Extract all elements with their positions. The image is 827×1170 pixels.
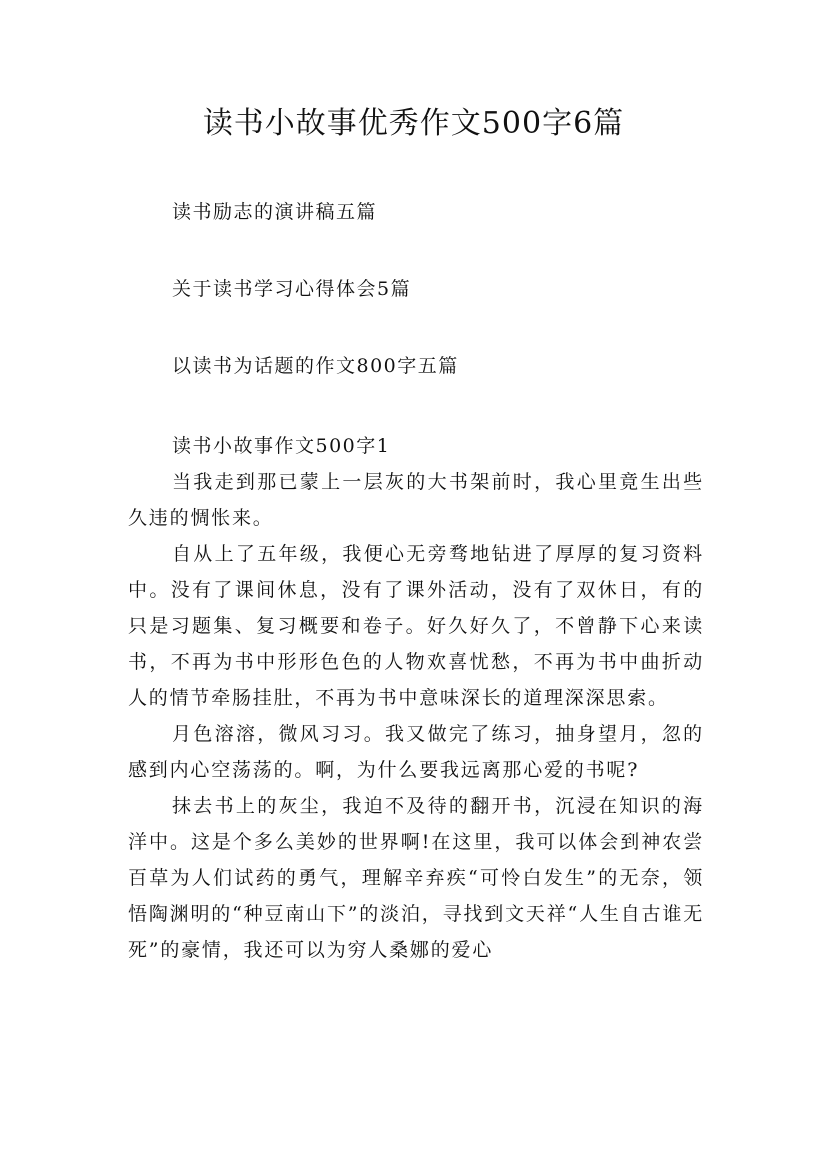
article-heading: 读书小故事作文500字1 [172,435,391,457]
paragraph: 自从上了五年级，我便心无旁骛地钻进了厚厚的复习资料中。没有了课间休息，没有了课外活动，没有了双休日，有的只是习题集、复习概要和卷子。好久好久了，不曾静下心来读书，不再为书中形形色色的人物欢喜忧愁，不再为书中曲折动人的情节牵肠挂肚，不再为书中意味深长的道理深深思索。 [128,543,704,709]
paragraph: 抹去书上的灰尘，我迫不及待的翻开书，沉浸在知识的海洋中。这是个多么美妙的世界啊!在这里，我可以体会到神农尝百草为人们试药的勇气，理解辛弃疾“可怜白发生”的无奈，领悟陶渊明的“种豆南山下”的淡泊，寻找到文天祥“人生自古谁无死”的豪情，我还可以为穷人桑娜的爱心 [128,795,704,961]
related-article-link[interactable]: 读书励志的演讲稿五篇 [172,201,378,223]
related-article-link[interactable]: 以读书为话题的作文800字五篇 [172,355,459,377]
paragraph: 当我走到那已蒙上一层灰的大书架前时，我心里竟生出些久违的惆怅来。 [128,471,704,529]
article-body [128,428,704,968]
document-title: 读书小故事优秀作文500字6篇 [202,106,625,141]
related-article-link[interactable]: 关于读书学习心得体会5篇 [172,278,412,300]
paragraph: 月色溶溶，微风习习。我又做完了练习，抽身望月，忽的感到内心空荡荡的。啊，为什么要我远离那心爱的书呢? [128,723,704,781]
